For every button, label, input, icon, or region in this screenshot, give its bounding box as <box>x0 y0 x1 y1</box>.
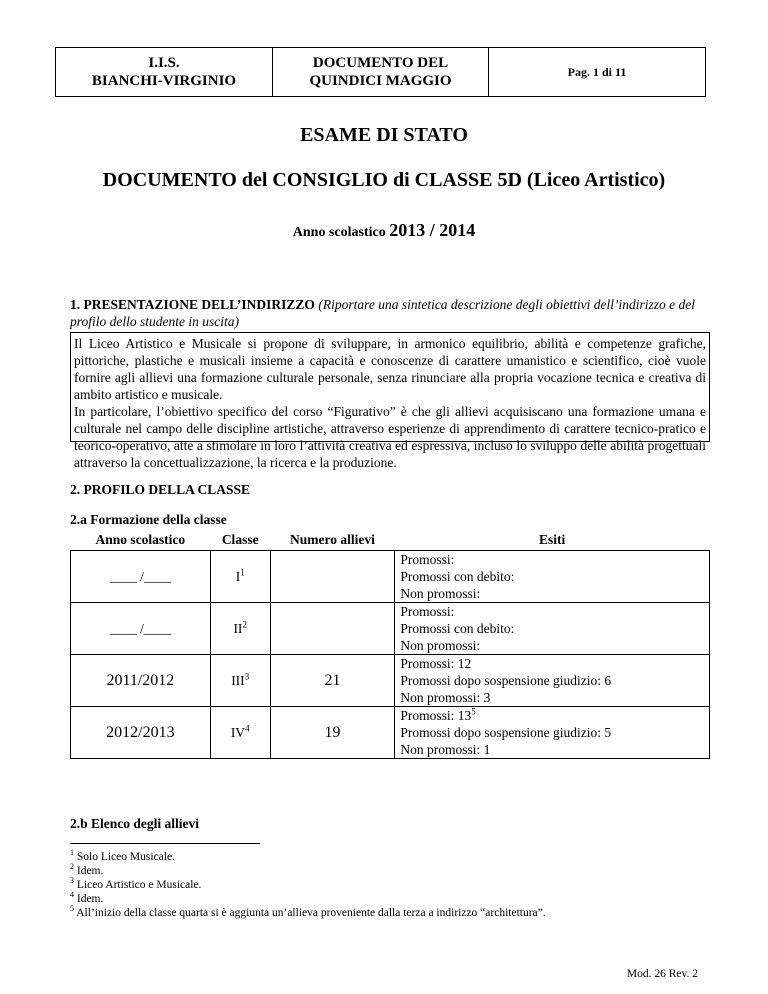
column-header-students: Numero allievi <box>290 532 375 547</box>
footnote-separator <box>70 843 260 844</box>
footnote: $^5$ All’inizio della classe quarta si è aggiunta un’allieva proveniente dalla terza a indirizzo “architettura”. <box>70 904 546 919</box>
page-title: ESAME DI STATO <box>300 124 468 146</box>
school-year <box>0 220 768 241</box>
row-class: $I^1$ <box>210 551 270 603</box>
section1-title: 1. PRESENTAZIONE DELL’INDIRIZZO <box>70 297 315 312</box>
page-number: Pag. 1 di 11 <box>567 65 627 79</box>
row-students <box>270 551 395 603</box>
row-outcomes: Promossi: Promossi con debito: Non promossi: <box>395 603 710 655</box>
footnote: $^4$ Idem. <box>70 890 104 905</box>
row-students: 19 <box>270 707 395 759</box>
section2b-heading: 2.b Elenco degli allievi <box>70 816 200 831</box>
row-class: $IV^4$ <box>210 707 270 759</box>
section1-heading <box>70 296 710 330</box>
school-name-line1: I.I.S. <box>148 55 180 71</box>
section1-paragraph1: Il Liceo Artistico e Musicale si propone di sviluppare, in armonico equilibrio, abilità e competenze grafiche, pittoriche, plastiche e musicali insieme a capacità e conoscenze di carattere umanistico e scientifico, cioè vuole fornire agli allievi una formazione culturale personale, senza rinunciare alla propria vocazione tecnica e creativa di ambito artistico e musicale. <box>74 336 706 402</box>
row-outcomes: Promossi: Promossi con debito: Non promossi: <box>395 551 710 603</box>
table-row <box>71 603 710 655</box>
section2a-heading: 2.a Formazione della classe <box>70 512 227 527</box>
row-year: 2012/2013 <box>71 707 211 759</box>
table-row <box>71 707 710 759</box>
school-year-label: Anno scolastico <box>292 225 386 240</box>
header-document-box <box>272 47 489 97</box>
column-header-outcomes: Esiti <box>539 532 566 547</box>
row-class: III$^3$ <box>210 655 270 707</box>
document-type-line1: DOCUMENTO DEL <box>312 55 449 71</box>
section2-heading: 2. PROFILO DELLA CLASSE <box>70 482 251 497</box>
row-year: ____ /____ <box>71 551 211 603</box>
footnote: $^2$ Idem. <box>70 862 104 877</box>
header-page-box <box>488 47 706 97</box>
row-year: 2011/2012 <box>71 655 211 707</box>
school-name-line2: BIANCHI-VIRGINIO <box>91 73 237 89</box>
row-year: ____ /____ <box>71 603 211 655</box>
document-type-line2: QUINDICI MAGGIO <box>309 73 452 89</box>
form-revision: Mod. 26 Rev. 2 <box>626 968 698 980</box>
header-school-box <box>55 47 273 97</box>
row-outcomes: Promossi: $13^5$ Promossi dopo sospensione giudizio: 5 Non promossi: 1 <box>395 707 710 759</box>
section1-textbox <box>70 332 710 470</box>
section1-note: (Riportare una sintetica descrizione degli obiettivi dell’indirizzo e del profilo dello studente in uscita) <box>70 297 696 329</box>
row-class: $II^2$ <box>210 603 270 655</box>
column-header-class: Classe <box>221 532 259 547</box>
table-row <box>71 551 710 603</box>
section1-paragraph2: In particolare, l’obiettivo specifico del corso “Figurativo” è che gli allievi acquisiscano una formazione umana e culturale nel campo delle discipline artistiche, attraverso esperienze di apprendimento di carattere tecnico-pratico e teorico-operativo, atte a stimolare in loro l’attività creativa ed espressiva, incluso lo sviluppo delle abilità progettuali attraverso la concettualizzazione, la ricerca e la produzione. <box>74 404 706 470</box>
school-year-value: 2013 / 2014 <box>389 220 476 240</box>
footnote: $^1$ Solo Liceo Musicale. <box>70 848 175 863</box>
row-students <box>270 603 395 655</box>
row-students: 21 <box>270 655 395 707</box>
row-outcomes: Promossi: 12 Promossi dopo sospensione giudizio: 6 Non promossi: 3 <box>395 655 710 707</box>
page-subtitle: DOCUMENTO del CONSIGLIO di CLASSE 5D (Liceo Artistico) <box>102 169 666 191</box>
footnote: $^3$ Liceo Artistico e Musicale. <box>70 876 202 891</box>
column-header-year: Anno scolastico <box>95 532 186 547</box>
class-formation-table <box>70 530 710 759</box>
table-row <box>71 655 710 707</box>
